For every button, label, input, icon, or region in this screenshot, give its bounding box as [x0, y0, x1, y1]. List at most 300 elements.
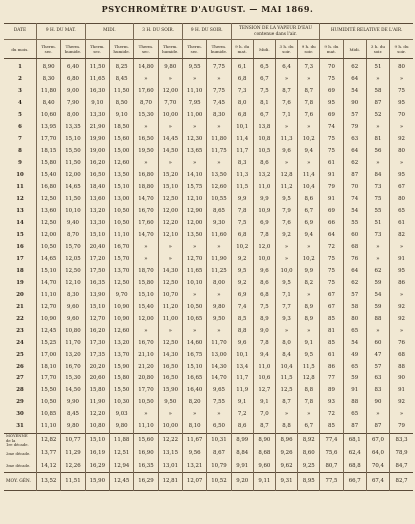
value-cell: 66: [320, 218, 343, 230]
value-cell: 16,50: [85, 170, 109, 182]
day-cell: 16: [16, 243, 24, 250]
value-cell: 91: [390, 385, 413, 397]
value-cell: 67: [320, 301, 343, 313]
value-cell: 9,50: [207, 313, 231, 325]
table-row: [4, 349, 413, 361]
value-cell: 9,3: [275, 313, 297, 325]
value-cell: 11,20: [158, 301, 182, 313]
value-cell: 87: [343, 170, 366, 182]
decade-word: décade.: [15, 450, 31, 456]
value-cell: »: [134, 122, 158, 134]
column-header: 9 h. du soir.: [390, 40, 413, 59]
value-cell: 10,50: [36, 397, 60, 409]
value-cell: 9,80: [61, 421, 85, 433]
value-cell: 65: [390, 206, 413, 218]
value-cell: 19,00: [85, 146, 109, 158]
value-cell: 51: [366, 59, 389, 74]
value-cell: »: [275, 325, 297, 337]
value-cell: 15,80: [36, 158, 60, 170]
value-cell: 12,50: [36, 218, 60, 230]
value-cell: 16,70: [61, 361, 85, 373]
value-cell: 8,30: [61, 289, 85, 301]
value-cell: 16,65: [182, 373, 206, 385]
value-cell: 65: [343, 361, 366, 373]
value-cell: 6,9: [253, 218, 275, 230]
value-cell: 10,55: [207, 194, 231, 206]
value-cell: »: [390, 325, 413, 337]
value-cell: 19,90: [85, 134, 109, 146]
average-value: 12,26: [61, 460, 85, 473]
column-header: Therm. sec.: [134, 40, 158, 59]
value-cell: 14,50: [158, 146, 182, 158]
value-cell: 75: [320, 254, 343, 266]
value-cell: 15,10: [182, 361, 206, 373]
table-row: [4, 134, 413, 146]
value-cell: 11,10: [36, 289, 60, 301]
value-cell: 7,0: [253, 409, 275, 421]
value-cell: 11,00: [158, 313, 182, 325]
table-row: [4, 74, 413, 86]
value-cell: 72: [320, 409, 343, 421]
average-value: 16,19: [85, 448, 109, 460]
value-cell: 10,50: [109, 218, 133, 230]
value-cell: 54: [343, 337, 366, 349]
general-average-value: 16,29: [134, 473, 158, 491]
value-cell: »: [298, 409, 320, 421]
average-value: 8,92: [298, 434, 320, 448]
value-cell: 69: [320, 206, 343, 218]
value-cell: »: [366, 409, 389, 421]
value-cell: 7,3: [231, 86, 253, 98]
table-row: [4, 242, 413, 254]
header-group: TENSION DE LA VAPEUR D'EAU contenue dans l'air.: [231, 24, 320, 40]
value-cell: 10,80: [61, 325, 85, 337]
table-row: [4, 110, 413, 122]
value-cell: 12,60: [207, 182, 231, 194]
value-cell: 13,35: [61, 122, 85, 134]
value-cell: 12,60: [109, 325, 133, 337]
column-header: Therm. sec.: [182, 40, 206, 59]
value-cell: 15,40: [36, 170, 60, 182]
value-cell: 73: [366, 182, 389, 194]
value-cell: 8,10: [182, 421, 206, 433]
average-value: 64,0: [366, 448, 389, 460]
average-value: 77,4: [320, 434, 343, 448]
value-cell: 16,35: [85, 277, 109, 289]
general-average-value: 77,5: [320, 473, 343, 491]
general-average-value: 67,4: [366, 473, 389, 491]
value-cell: 87: [343, 421, 366, 433]
value-cell: 57: [343, 110, 366, 122]
average-value: 80,7: [320, 460, 343, 473]
value-cell: 10,0: [253, 254, 275, 266]
value-cell: 12,50: [158, 337, 182, 349]
day-cell: 2: [18, 76, 22, 83]
value-cell: 8,90: [36, 59, 60, 74]
value-cell: 12,00: [61, 170, 85, 182]
value-cell: 17,30: [85, 337, 109, 349]
value-cell: 54: [343, 206, 366, 218]
general-average-label: MOY. GÉN.: [4, 473, 36, 491]
value-cell: 12,00: [158, 206, 182, 218]
value-cell: 17,00: [36, 349, 60, 361]
average-value: 12,82: [36, 434, 60, 448]
value-cell: 87: [366, 98, 389, 110]
day-cell: 4: [18, 100, 22, 107]
table-row: [4, 265, 413, 277]
value-cell: 13,20: [109, 337, 133, 349]
value-cell: 14,65: [36, 254, 60, 266]
value-cell: 17,20: [85, 254, 109, 266]
value-cell: 9,4: [253, 349, 275, 361]
value-cell: 11,50: [109, 86, 133, 98]
general-average-value: 8,95: [298, 473, 320, 491]
value-cell: 12,0: [253, 242, 275, 254]
value-cell: »: [275, 242, 297, 254]
value-cell: 10,2: [298, 134, 320, 146]
value-cell: 7,8: [253, 230, 275, 242]
value-cell: 57: [366, 361, 389, 373]
table-row: [4, 254, 413, 266]
value-cell: »: [366, 254, 389, 266]
value-cell: 8,6: [231, 421, 253, 433]
value-cell: 7,3: [298, 59, 320, 74]
value-cell: 88: [390, 361, 413, 373]
value-cell: 10,2: [298, 254, 320, 266]
value-cell: 88: [366, 313, 389, 325]
value-cell: 10,9: [253, 206, 275, 218]
value-cell: 10,50: [134, 397, 158, 409]
value-cell: 13,70: [109, 265, 133, 277]
value-cell: 9,1: [298, 337, 320, 349]
value-cell: »: [158, 254, 182, 266]
column-header: 3 h. du soir.: [366, 40, 389, 59]
value-cell: 13,2: [253, 170, 275, 182]
table-row: [4, 146, 413, 158]
value-cell: 7,8: [231, 206, 253, 218]
value-cell: 11,25: [207, 265, 231, 277]
value-cell: 11,0: [253, 361, 275, 373]
value-cell: 9,03: [109, 409, 133, 421]
average-label-moyenne: MOYENNE: [6, 433, 28, 439]
value-cell: 60: [343, 230, 366, 242]
table-row: [4, 86, 413, 98]
value-cell: 8,0: [231, 98, 253, 110]
value-cell: 12,10: [158, 230, 182, 242]
day-cell: 8: [18, 148, 22, 155]
value-cell: 55: [366, 206, 389, 218]
value-cell: 14,30: [207, 361, 231, 373]
value-cell: 9,2: [231, 277, 253, 289]
average-value: 13,21: [182, 460, 206, 473]
average-value: 9,62: [275, 460, 297, 473]
value-cell: 75: [320, 134, 343, 146]
value-cell: 9,6: [275, 146, 297, 158]
value-cell: »: [182, 289, 206, 301]
value-cell: »: [158, 158, 182, 170]
value-cell: 95: [320, 98, 343, 110]
value-cell: 13,60: [36, 206, 60, 218]
value-cell: 7,55: [207, 397, 231, 409]
value-cell: 18,40: [85, 182, 109, 194]
value-cell: 75: [320, 146, 343, 158]
average-value: 16,90: [134, 448, 158, 460]
value-cell: 92: [390, 134, 413, 146]
value-cell: 91: [320, 194, 343, 206]
value-cell: 9,6: [253, 265, 275, 277]
value-cell: 15,50: [109, 385, 133, 397]
table-row: [4, 230, 413, 242]
average-label: [4, 434, 36, 448]
value-cell: 11,70: [207, 337, 231, 349]
value-cell: 10,65: [182, 313, 206, 325]
value-cell: »: [207, 122, 231, 134]
value-cell: 11,50: [61, 194, 85, 206]
value-cell: 14,10: [182, 170, 206, 182]
value-cell: 11,80: [36, 86, 60, 98]
value-cell: 13,00: [109, 194, 133, 206]
value-cell: 7,1: [275, 110, 297, 122]
average-value: 8,67: [207, 448, 231, 460]
value-cell: 10,4: [298, 182, 320, 194]
value-cell: »: [134, 74, 158, 86]
value-cell: 10,00: [158, 110, 182, 122]
value-cell: 7,8: [298, 98, 320, 110]
value-cell: 12,20: [158, 218, 182, 230]
day-cell: 18: [16, 267, 24, 274]
value-cell: »: [207, 289, 231, 301]
day-cell: 5: [18, 112, 22, 119]
value-cell: 10,60: [36, 110, 60, 122]
value-cell: 70: [320, 59, 343, 74]
value-cell: 20,60: [85, 373, 109, 385]
value-cell: 92: [390, 301, 413, 313]
header-group: 3 H. DU SOIR.: [134, 24, 183, 40]
average-value: 84,7: [390, 460, 413, 473]
value-cell: 7,4: [231, 301, 253, 313]
value-cell: 92: [390, 313, 413, 325]
value-cell: 62: [366, 265, 389, 277]
value-cell: 10,50: [36, 242, 60, 254]
value-cell: 6,80: [61, 74, 85, 86]
value-cell: 6,50: [207, 421, 231, 433]
value-cell: 11,4: [231, 134, 253, 146]
average-value: 75,6: [320, 448, 343, 460]
value-cell: 15,90: [158, 385, 182, 397]
value-cell: 13,8: [253, 122, 275, 134]
value-cell: 16,70: [134, 206, 158, 218]
value-cell: 8,45: [109, 74, 133, 86]
average-value: 12,51: [109, 448, 133, 460]
value-cell: 10,50: [109, 206, 133, 218]
value-cell: 90: [390, 373, 413, 385]
average-value: 67,0: [366, 434, 389, 448]
value-cell: 63: [343, 134, 366, 146]
value-cell: 7,45: [207, 98, 231, 110]
value-cell: 87: [366, 421, 389, 433]
average-value: 11,29: [61, 448, 85, 460]
value-cell: 7,9: [275, 206, 297, 218]
average-value: 9,91: [231, 460, 253, 473]
value-cell: 9,00: [61, 86, 85, 98]
value-cell: 8,00: [207, 277, 231, 289]
value-cell: 7,6: [275, 98, 297, 110]
value-cell: 61: [390, 218, 413, 230]
table-row: [4, 289, 413, 301]
value-cell: 14,70: [36, 277, 60, 289]
value-cell: 8,6: [253, 158, 275, 170]
value-cell: 9,80: [158, 59, 182, 74]
average-value: 8,84: [231, 448, 253, 460]
day-cell: 11: [16, 183, 24, 190]
header-row-groups: [4, 24, 413, 40]
value-cell: 6,9: [231, 289, 253, 301]
value-cell: 6,8: [231, 230, 253, 242]
value-cell: 9,65: [207, 385, 231, 397]
value-cell: 11,00: [182, 110, 206, 122]
value-cell: 9,4: [298, 230, 320, 242]
value-cell: 15,10: [158, 182, 182, 194]
value-cell: 12,00: [158, 86, 182, 98]
value-cell: 10,70: [158, 289, 182, 301]
value-cell: 80: [343, 313, 366, 325]
value-cell: 12,70: [182, 254, 206, 266]
value-cell: 73: [366, 230, 389, 242]
value-cell: 12,90: [182, 206, 206, 218]
value-cell: »: [182, 122, 206, 134]
value-cell: 14,60: [182, 337, 206, 349]
value-cell: 88: [343, 397, 366, 409]
value-cell: 9,60: [61, 301, 85, 313]
average-value: 83,3: [390, 434, 413, 448]
average-value: 68,1: [343, 434, 366, 448]
value-cell: 51: [366, 218, 389, 230]
value-cell: 16,20: [85, 158, 109, 170]
value-cell: 7,2: [231, 409, 253, 421]
average-value: 9,26: [275, 448, 297, 460]
value-cell: 11,7: [231, 373, 253, 385]
value-cell: »: [298, 289, 320, 301]
value-cell: 10,1: [231, 122, 253, 134]
psychrometer-table: [4, 23, 413, 491]
day-cell: 27: [16, 375, 24, 382]
day-cell: 22: [16, 315, 24, 322]
value-cell: 9,5: [298, 349, 320, 361]
day-cell: 15: [16, 231, 24, 238]
value-cell: 13,4: [231, 361, 253, 373]
value-cell: 9,6: [231, 337, 253, 349]
day-cell: 23: [16, 327, 24, 334]
value-cell: 11,5: [298, 361, 320, 373]
column-header: 9 h. du soir.: [298, 40, 320, 59]
average-row: [4, 460, 413, 473]
value-cell: 16,80: [134, 170, 158, 182]
value-cell: 15,80: [109, 373, 133, 385]
value-cell: 93: [320, 397, 343, 409]
value-cell: 12,30: [182, 134, 206, 146]
day-cell: 14: [16, 219, 24, 226]
value-cell: 10,00: [158, 421, 182, 433]
value-cell: 12,45: [36, 325, 60, 337]
average-value: 8,68: [253, 448, 275, 460]
value-cell: 15,20: [158, 170, 182, 182]
value-cell: 14,30: [158, 349, 182, 361]
table-row: [4, 409, 413, 421]
value-cell: 65: [343, 325, 366, 337]
value-cell: 6,1: [231, 59, 253, 74]
value-cell: »: [298, 242, 320, 254]
value-cell: 7,8: [298, 397, 320, 409]
value-cell: 10,10: [182, 277, 206, 289]
value-cell: »: [298, 158, 320, 170]
value-cell: 75: [366, 194, 389, 206]
value-cell: 21,90: [85, 122, 109, 134]
value-cell: 91: [343, 385, 366, 397]
value-cell: 67: [320, 289, 343, 301]
day-cell: 29: [16, 399, 24, 406]
value-cell: 8,3: [231, 158, 253, 170]
value-cell: 17,35: [85, 349, 109, 361]
value-cell: 12,10: [182, 194, 206, 206]
value-cell: »: [207, 158, 231, 170]
value-cell: 69: [320, 110, 343, 122]
value-cell: 9,10: [85, 98, 109, 110]
value-cell: 14,70: [134, 194, 158, 206]
value-cell: 11,80: [207, 134, 231, 146]
value-cell: 9,90: [61, 397, 85, 409]
value-cell: 9,55: [182, 59, 206, 74]
value-cell: 9,1: [231, 397, 253, 409]
value-cell: 11,10: [182, 86, 206, 98]
value-cell: 21,20: [134, 361, 158, 373]
value-cell: 61: [320, 158, 343, 170]
value-cell: 13,30: [85, 110, 109, 122]
value-cell: 63: [366, 373, 389, 385]
table-row: [4, 337, 413, 349]
value-cell: 12,00: [134, 313, 158, 325]
value-cell: 12,00: [36, 230, 60, 242]
value-cell: »: [390, 409, 413, 421]
value-cell: 12,8: [298, 373, 320, 385]
average-value: 13,01: [158, 460, 182, 473]
value-cell: 13,20: [61, 349, 85, 361]
value-cell: 76: [390, 337, 413, 349]
value-cell: »: [182, 409, 206, 421]
day-cell: 24: [16, 339, 24, 346]
value-cell: 12,00: [182, 218, 206, 230]
value-cell: 6,5: [253, 59, 275, 74]
value-cell: 75: [320, 74, 343, 86]
value-cell: 6,8: [253, 289, 275, 301]
value-cell: 8,6: [298, 194, 320, 206]
value-cell: 75: [390, 86, 413, 98]
value-cell: 8,1: [253, 98, 275, 110]
value-cell: 17,70: [36, 373, 60, 385]
value-cell: 18,15: [36, 146, 60, 158]
value-cell: 92: [390, 397, 413, 409]
value-cell: 59: [366, 301, 389, 313]
value-cell: »: [134, 242, 158, 254]
value-cell: »: [275, 409, 297, 421]
value-cell: 15,70: [61, 242, 85, 254]
value-cell: 7,70: [158, 98, 182, 110]
value-cell: 16,70: [134, 337, 158, 349]
value-cell: 11,7: [231, 146, 253, 158]
value-cell: 10,1: [231, 349, 253, 361]
value-cell: »: [366, 325, 389, 337]
value-cell: 17,60: [134, 86, 158, 98]
value-cell: 13,20: [85, 206, 109, 218]
